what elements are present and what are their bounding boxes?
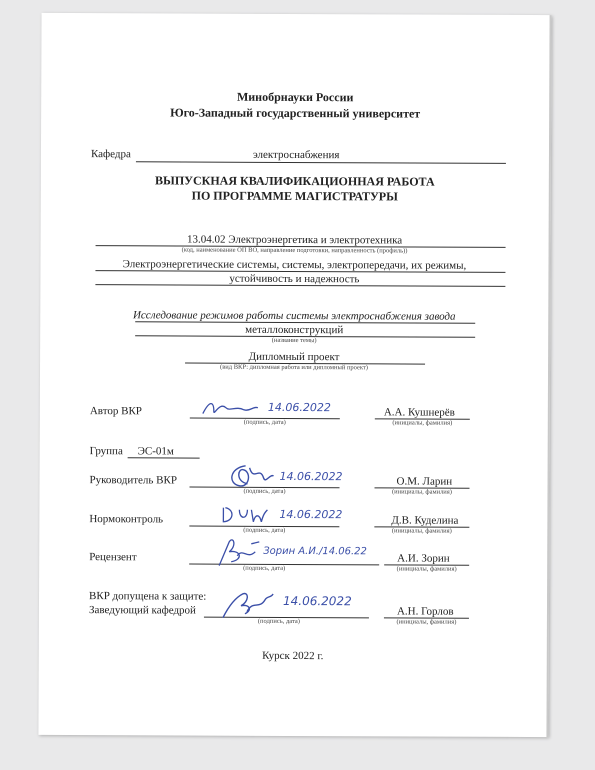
reviewer-label: Рецензент: [89, 551, 137, 564]
department-value: электроснабжения: [252, 148, 340, 162]
group-underline: [128, 457, 200, 458]
direction-caption: (код, наименование ОП ВО, направление подготовки, направленность (профиль)): [181, 246, 408, 255]
reviewer-name-caption: (инициалы, фамилия): [396, 565, 457, 573]
admission-label-line2: Заведующий кафедрой: [88, 604, 196, 617]
group-label: Группа: [89, 445, 123, 458]
author-name: А.А. Кушнерёв: [383, 406, 455, 419]
topic-line2: металлоконструкций: [245, 323, 344, 337]
work-title-line2: ПО ПРОГРАММЕ МАГИСТРАТУРЫ: [191, 188, 398, 204]
admission-name: А.Н. Горлов: [396, 605, 454, 618]
topic-caption: (название темы): [271, 336, 317, 345]
norm-control-signature-date: 14.06.2022: [279, 507, 343, 522]
author-signature-caption: (подпись, дата): [243, 418, 286, 426]
supervisor-signature-caption: (подпись, дата): [243, 487, 286, 495]
city-year: Курск 2022 г.: [262, 649, 324, 663]
supervisor-signature-date: 14.06.2022: [279, 469, 343, 484]
author-name-caption: (инициалы, фамилия): [392, 419, 453, 427]
profile-line1: Электроэнергетические системы, системы, электропередачи, их режимы,: [122, 258, 467, 272]
reviewer-signature-text: Зорин А.И./14.06.22: [263, 545, 367, 558]
author-label: Автор ВКР: [89, 405, 142, 418]
reviewer-signature-caption: (подпись, дата): [243, 564, 286, 572]
admission-signature-caption: (подпись, дата): [257, 617, 300, 626]
reviewer-signature: [215, 538, 261, 568]
supervisor-label: Руководитель ВКР: [89, 474, 178, 487]
title-page: [38, 13, 551, 737]
work-type-caption: (вид ВКР: дипломная работа или дипломный проект): [220, 363, 369, 372]
department-underline: [136, 161, 506, 164]
norm-control-signature: [219, 504, 269, 526]
work-title-line1: ВЫПУСКНАЯ КВАЛИФИКАЦИОННАЯ РАБОТА: [155, 173, 435, 189]
supervisor-name-caption: (инициалы, фамилия): [392, 488, 452, 496]
admission-label-line1: ВКР допущена к защите:: [89, 590, 207, 603]
admission-name-caption: (инициалы, фамилия): [396, 618, 457, 626]
ministry-heading: Минобрнауки России: [236, 89, 354, 105]
admission-signature-date: 14.06.2022: [282, 593, 352, 609]
norm-control-name-caption: (инициалы, фамилия): [391, 527, 452, 535]
author-signature: [200, 398, 260, 420]
norm-control-name: Д.В. Куделина: [391, 514, 459, 527]
profile-line2: устойчивость и надежность: [229, 272, 360, 286]
university-heading: Юго-Западный государственный университет: [170, 105, 421, 121]
norm-control-signature-caption: (подпись, дата): [243, 526, 286, 534]
supervisor-name: О.М. Ларин: [396, 475, 453, 488]
direction-value: 13.04.02 Электроэнергетика и электротехника: [186, 233, 403, 247]
department-label: Кафедра: [90, 148, 131, 161]
group-value: ЭС-01м: [137, 445, 174, 458]
reviewer-name: А.И. Зорин: [397, 552, 450, 565]
norm-control-label: Нормоконтроль: [89, 513, 164, 526]
author-signature-date: 14.06.2022: [267, 400, 331, 415]
work-type-value: Дипломный проект: [248, 350, 340, 364]
topic-line1: Исследование режимов работы системы электроснабжения завода: [132, 309, 456, 323]
